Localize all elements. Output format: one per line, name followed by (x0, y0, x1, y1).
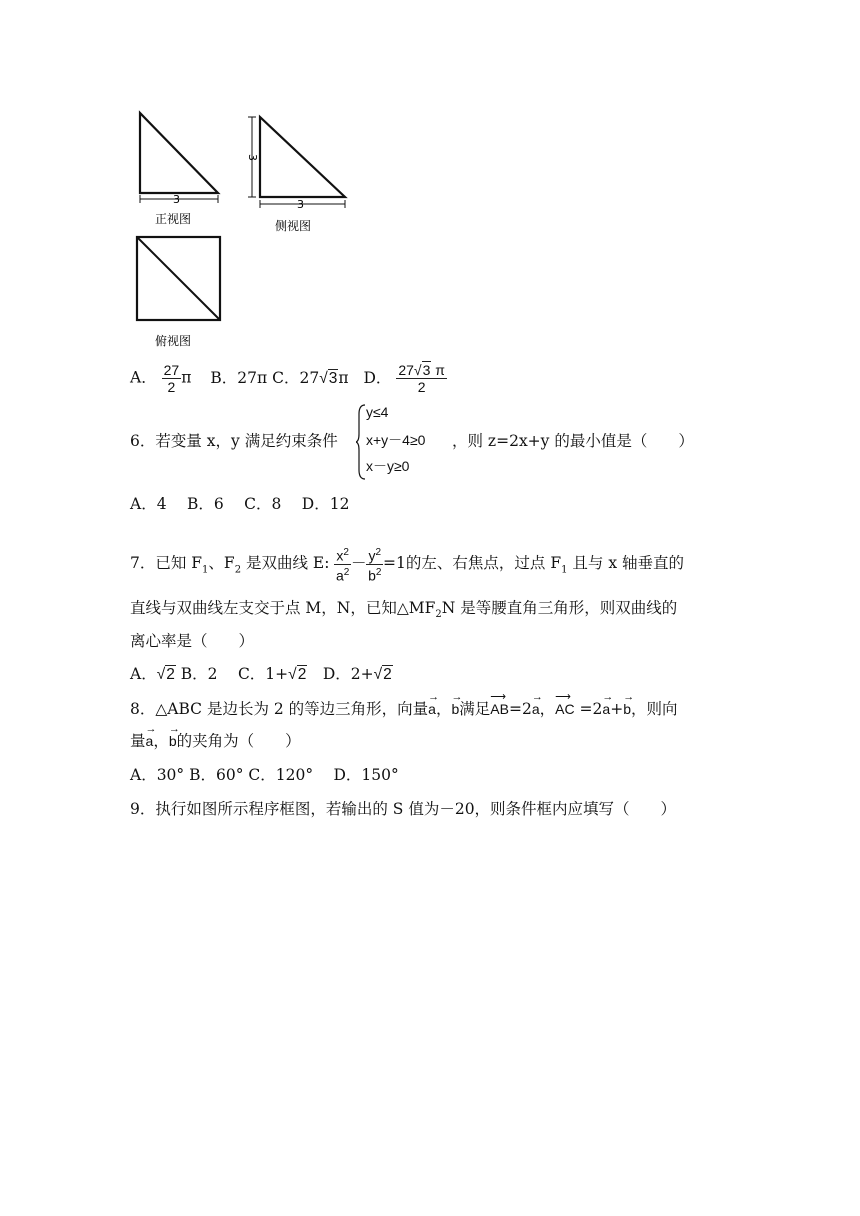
q7-options: A．√2 B．2 C．1+√2 D．2+√2 (130, 665, 392, 683)
front-view (140, 113, 218, 226)
constraint-3: x－y≥0 (366, 458, 410, 474)
q8-line-1: 8．△ABC 是边长为 2 的等边三角形，向量→ a，→ b满足⟶ AB=2→ a，⟶ AC =2→ a+→ b，则向 (130, 698, 678, 720)
option-a-label: A． (130, 368, 157, 387)
q6-stem-before: 6．若变量 x，y 满足约束条件 (130, 432, 338, 450)
vector-ac: ⟶ AC (555, 698, 574, 720)
vector-ab: ⟶ AB (490, 698, 509, 720)
q8-line-2: 量→ a，→ b的夹角为（ ） (130, 730, 301, 752)
front-view-label: 正视图 (155, 212, 192, 226)
pi-symbol: π (181, 368, 192, 387)
x2-over-a2: $\frac{x^2}{a^2}$ (336, 547, 350, 584)
q5-options (130, 362, 447, 395)
vector-a: → a (428, 698, 436, 720)
vector-b: → b (451, 698, 459, 720)
option-c: C．27√3π (272, 368, 349, 387)
y2-over-b2: $\frac{y^2}{b^2}$ (368, 547, 382, 584)
top-view (137, 237, 220, 348)
side-width-label: 3 (297, 198, 304, 211)
constraint-1: y≤4 (366, 404, 389, 420)
option-b: B．27π (210, 368, 268, 387)
side-view (246, 117, 345, 233)
option-d-label: D． (363, 368, 392, 387)
three-view-diagram (125, 105, 365, 350)
q8-options: A．30° B．60° C．120° D．150° (130, 766, 399, 784)
constraint-2: x+y－4≥0 (366, 432, 426, 448)
q6-options: A．4 B．6 C．8 D．12 (130, 495, 350, 513)
q7-line-2: 直线与双曲线左支交于点 M，N，已知$\triangle MF_2N$ 是等腰直角三角形，则双曲线的 (130, 599, 678, 621)
top-view-label: 俯视图 (155, 334, 192, 348)
q9-stem: 9．执行如图所示程序框图，若输出的 S 值为－20，则条件框内应填写（ ） (130, 800, 677, 818)
side-height-label: 3 (246, 154, 259, 161)
brace-icon (356, 404, 366, 480)
q7-line-1: 7．已知 $F_1$、$F_2$ 是双曲线 E: $\frac{x^2}{a^2}$ － $\frac{y^2}{b^2}$ =1的左、右焦点，过点 $F_1$ 且与 x 轴垂直的 (130, 547, 684, 584)
q6-stem-after: ，则 z=2x+y 的最小值是（ ） (452, 432, 694, 450)
option-d-fraction: $\frac{27√3 \pi}{2}$ (398, 362, 445, 395)
option-a-fraction: $\frac{27}{2}$ (163, 362, 180, 395)
side-view-label: 侧视图 (275, 219, 312, 233)
q7-line-3: 离心率是（ ） (130, 632, 255, 650)
front-width-label: 3 (173, 193, 180, 206)
